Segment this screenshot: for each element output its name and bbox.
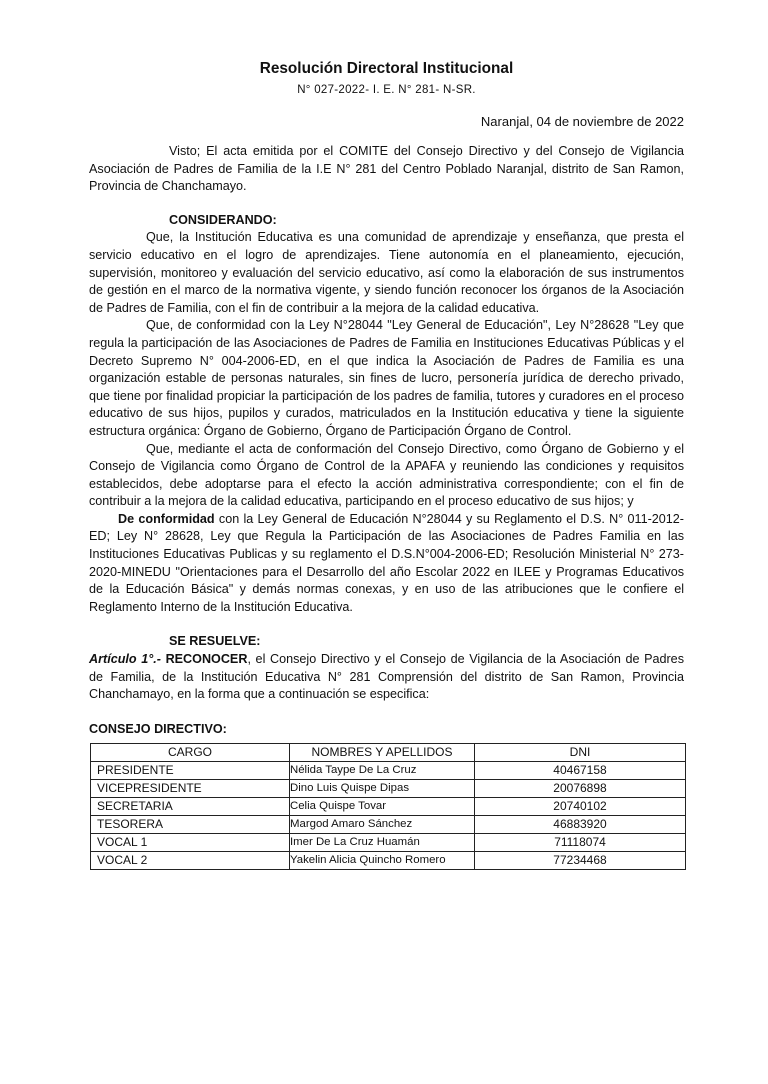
dni-cell: 20076898 [475,779,686,797]
cargo-cell: PRESIDENTE [91,761,290,779]
cargo-cell: SECRETARIA [91,797,290,815]
document-date: Naranjal, 04 de noviembre de 2022 [480,114,684,129]
resuelve-heading: SE RESUELVE: [169,634,261,649]
header-cargo: CARGO [91,743,290,761]
considerando-paragraph-2: Que, de conformidad con la Ley N°28044 "Ley General de Educación", Ley N°28628 "Ley que regula la participación de las Asociaciones de Padres de Familia en Instituciones Educativas Públicas y el Decreto Supremo N° 004-2006-ED, en el que indica la Asociación de Padres de Familia es una organización estable de personas naturales, sin fines de lucro, personería jurídica de derecho privado, que tiene por finalidad propiciar la participación de los padres de familia, tutores y curadores en el proceso educativo de sus hijos, pupilos y curados, matriculados en la Institución educativa y tiene la siguiente estructura orgánica: Órgano de Gobierno, Órgano de Participación Órgano de Control. [89,318,684,438]
visto-paragraph: Visto; El acta emitida por el COMITE del Consejo Directivo y del Consejo de Vigilancia Asociación de Padres de Familia de la I.E N° 281 del Centro Poblado Naranjal, distrito de San Ramon, Provincia de Chanchamayo. [89,144,684,194]
conformidad-paragraph [89,511,684,617]
articulo-text: , el Consejo Directivo y el Consejo de Vigilancia de la Asociación de Padres de Familia, de la Institución Educativa N° 281 Comprensión del distrito de San Ramon, Provincia Chanchamayo, en la forma que a continuación se especifica: [89,652,684,702]
table-header-row [91,743,686,761]
document-page [0,60,768,1084]
consejo-directivo-table [90,743,686,870]
considerando-paragraph-1: Que, la Institución Educativa es una comunidad de aprendizaje y enseñanza, que presta el servicio educativo en el logro de aprendizajes. Tiene autonomía en el planeamiento, ejecución, supervisión, monitoreo y evaluación del servicio educativo, así como la elaboración de sus instrumentos de gestión en el marco de la normativa vigente, y siendo función reconocer los órganos de la Asociación de Padres de Familia, con el fin de contribuir a la mejora de la calidad educativa. [89,230,684,315]
name-cell: Yakelin Alicia Quincho Romero [290,851,475,869]
dni-cell: 20740102 [475,797,686,815]
articulo-action: RECONOCER [160,652,248,667]
name-cell: Nélida Taype De La Cruz [290,761,475,779]
considerando-heading: CONSIDERANDO: [169,212,277,227]
conformidad-text: con la Ley General de Educación N°28044 y su Reglamento el D.S. N° 011-2012-ED; Ley N° 28628, Ley que Regula la Participación de las Asociaciones de Padres Familia en las Instituciones Educativas Publicas y su reglamento el D.S.N°004-2006-ED; Resolución Ministerial N° 273-2020-MINEDU "Orientaciones para el Desarrollo del año Escolar 2022 en ILEE y Programas Educativos de la Educación Básica" y demás normas conexas, y en uso de las atribuciones que le confiere el Reglamento Interno de la Institución Educativa. [89,511,684,614]
articulo-label: Artículo 1°.- [89,652,161,667]
name-cell: Celia Quispe Tovar [290,797,475,815]
considerando-paragraph-3: Que, mediante el acta de conformación del Consejo Directivo, como Órgano de Gobierno y el Consejo de Vigilancia como Órgano de Control de la APAFA y reuniendo las condiciones y requisitos establecidos, debe adoptarse para el efecto la acción administrativa correspondiente; con el fin de contribuir a la mejora de la calidad educativa, participando en el proceso educativo de sus hijos; y [89,441,684,509]
cargo-cell: VOCAL 1 [91,833,290,851]
table-row [91,815,686,833]
consejo-directivo-label: CONSEJO DIRECTIVO: [89,721,227,736]
resolution-number: N° 027-2022- I. E. N° 281- N-SR. [297,84,476,96]
table-row [91,851,686,869]
table-row [91,779,686,797]
name-cell: Margod Amaro Sánchez [290,815,475,833]
cargo-cell: VOCAL 2 [91,851,290,869]
cargo-cell: VICEPRESIDENTE [91,779,290,797]
table-row [91,833,686,851]
dni-cell: 77234468 [475,851,686,869]
document-title: Resolución Directoral Institucional [259,60,514,77]
name-cell: Imer De La Cruz Huamán [290,833,475,851]
dni-cell: 71118074 [475,833,686,851]
table-row [91,797,686,815]
dni-cell: 40467158 [475,761,686,779]
articulo-1-paragraph [89,651,684,704]
table-row [91,761,686,779]
conformidad-bold: De conformidad [118,511,215,526]
name-cell: Dino Luis Quispe Dipas [290,779,475,797]
header-dni: DNI [475,743,686,761]
dni-cell: 46883920 [475,815,686,833]
header-nombres: NOMBRES Y APELLIDOS [290,743,475,761]
cargo-cell: TESORERA [91,815,290,833]
